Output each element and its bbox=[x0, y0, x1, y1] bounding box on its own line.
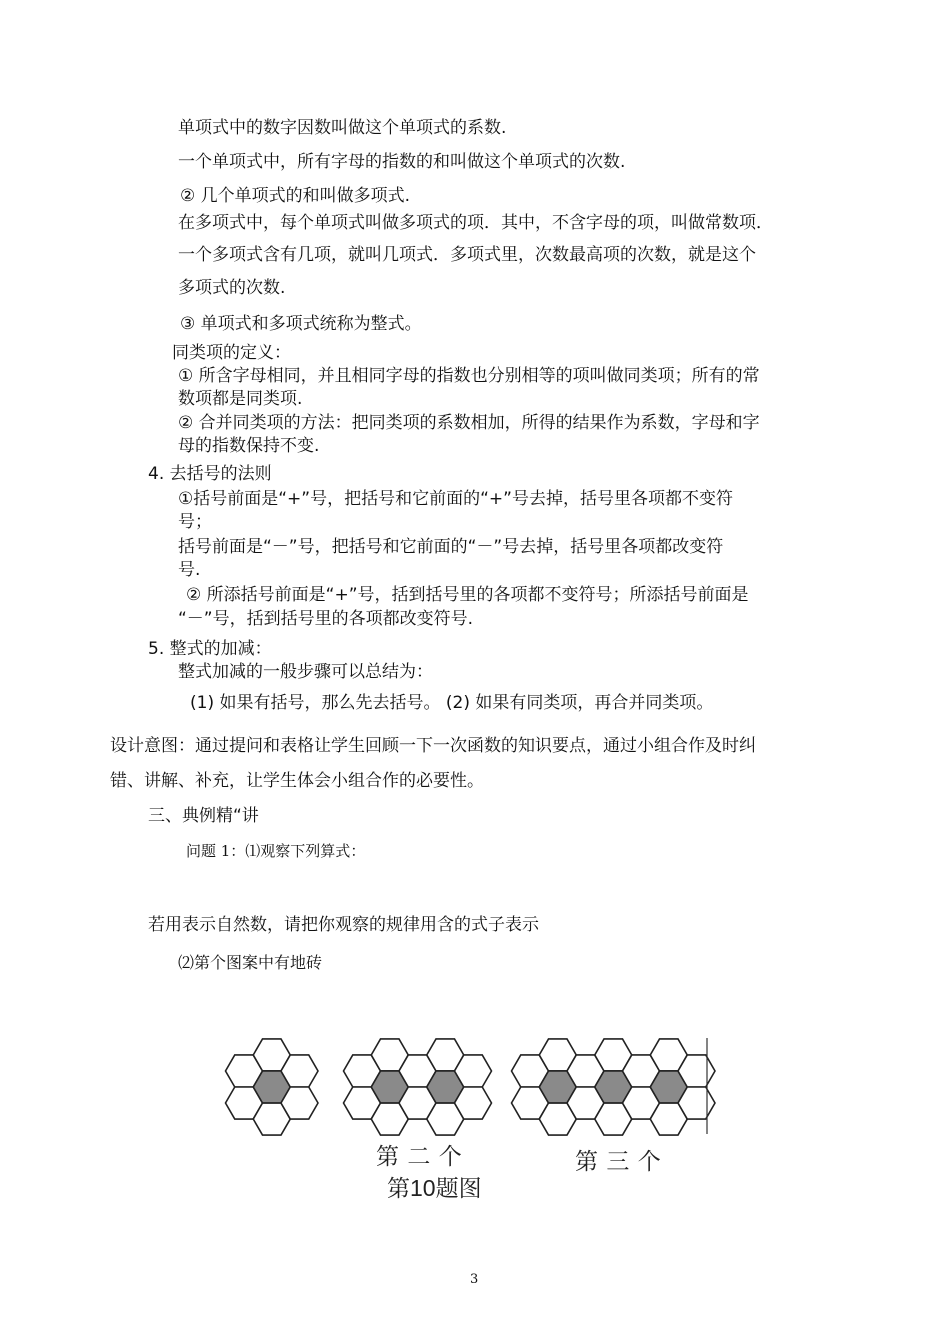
text-line: ①括号前面是“+”号，把括号和它前面的“+”号去掉，括号里各项都不变符 bbox=[178, 489, 733, 509]
text-line: 问题 1：⑴观察下列算式： bbox=[186, 842, 366, 860]
text-line: ③ 单项式和多项式统称为整式。 bbox=[180, 314, 422, 334]
text-line: 三、典例精“讲 bbox=[148, 806, 259, 826]
text-line: ② 所添括号前面是“+”号，括到括号里的各项都不变符号；所添括号前面是 bbox=[186, 585, 749, 605]
text-line: ② 几个单项式的和叫做多项式. bbox=[180, 186, 411, 206]
text-line: 4. 去括号的法则 bbox=[148, 464, 272, 484]
text-line: (1) 如果有括号，那么先去括号。 (2) 如果有同类项，再合并同类项。 bbox=[190, 693, 714, 713]
hexagon-tile-figure bbox=[220, 1030, 720, 1142]
text-line: 一个单项式中，所有字母的指数的和叫做这个单项式的次数. bbox=[178, 152, 626, 172]
text-line: 错、讲解、补充，让学生体会小组合作的必要性。 bbox=[110, 771, 484, 791]
text-line: 号； bbox=[178, 512, 212, 532]
text-line: “－”号，括到括号里的各项都改变符号. bbox=[178, 609, 474, 629]
page-number: 3 bbox=[470, 1272, 479, 1287]
text-line: 在多项式中，每个单项式叫做多项式的项．其中，不含字母的项，叫做常数项． bbox=[178, 213, 773, 233]
text-line: 单项式中的数字因数叫做这个单项式的系数. bbox=[178, 118, 507, 138]
text-line: 一个多项式含有几项，就叫几项式．多项式里，次数最高项的次数，就是这个 bbox=[178, 245, 756, 265]
text-line: ⑵第个图案中有地砖 bbox=[178, 953, 323, 972]
text-line: 多项式的次数. bbox=[178, 278, 286, 298]
text-line: 括号前面是“－”号，把括号和它前面的“－”号去掉，括号里各项都改变符 bbox=[178, 537, 724, 557]
text-line: 数项都是同类项. bbox=[178, 389, 303, 409]
text-line: ① 所含字母相同，并且相同字母的指数也分别相等的项叫做同类项；所有的常 bbox=[178, 366, 760, 386]
text-line: ② 合并同类项的方法：把同类项的系数相加，所得的结果作为系数，字母和字 bbox=[178, 413, 760, 433]
text-line: 整式加减的一般步骤可以总结为： bbox=[178, 662, 433, 682]
text-line: 若用表示自然数，请把你观察的规律用含的式子表示 bbox=[148, 915, 539, 935]
figure-caption-third: 第 三 个 bbox=[575, 1148, 662, 1174]
figure-title: 第10题图 bbox=[387, 1175, 482, 1201]
figure-caption-second: 第 二 个 bbox=[376, 1143, 463, 1169]
text-line: 5. 整式的加减： bbox=[148, 639, 272, 659]
text-line: 母的指数保持不变. bbox=[178, 436, 320, 456]
text-line: 设计意图：通过提问和表格让学生回顾一下一次函数的知识要点，通过小组合作及时纠 bbox=[110, 736, 756, 756]
text-line: 同类项的定义： bbox=[172, 343, 291, 363]
text-line: 号. bbox=[178, 560, 201, 580]
